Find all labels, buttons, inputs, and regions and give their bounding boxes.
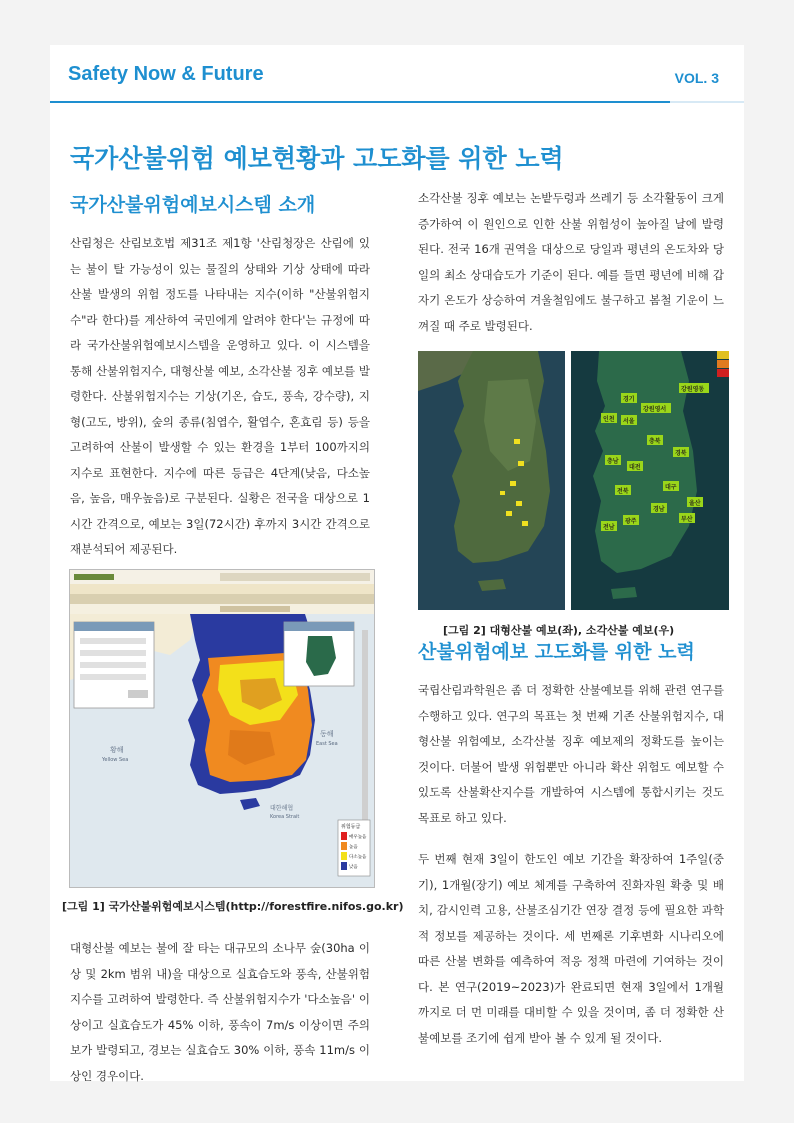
section-heading-system-intro: 국가산불위험예보시스템 소개	[70, 194, 316, 216]
region-label: 경남	[653, 506, 665, 513]
paragraph-advancement-goals: 국립산림과학원은 좀 더 정확한 산불예보를 위해 관련 연구를 수행하고 있다. 연구의 목표는 첫 번째 기존 산불위험지수, 대형산불 위험예보, 소각산불 징후 예보제의 정확도를 높이는 것이다. 더불어 발생 위험뿐만 아니라 확산 위험도 예보할 수 있도록 산불확산지수를 개발하여 시스템에 통합시키는 것도 목표로 하고 있다.	[418, 683, 724, 825]
sea-label-korea-strait-en: Korea Strait	[270, 814, 300, 820]
legend-swatch-low	[341, 862, 347, 870]
region-label: 강원영서	[643, 406, 667, 413]
large-fire-marker	[518, 461, 524, 466]
region-label: 대구	[665, 484, 677, 491]
figure-burning-forecast-map	[571, 351, 729, 610]
figure-forecast-system-screenshot	[69, 569, 375, 888]
figure-large-fire-forecast-map	[418, 351, 565, 610]
region-label: 전북	[617, 488, 629, 495]
region-label: 충북	[649, 438, 661, 445]
region-label: 광주	[625, 518, 637, 525]
region-label: 전남	[603, 524, 615, 531]
legend-label-high: 높음	[349, 845, 358, 850]
legend-label-low: 낮음	[349, 865, 358, 870]
figure1-caption: [그림 1] 국가산불위험예보시스템(http://forestfire.nifos.go.kr)	[62, 900, 404, 913]
legend-label-moderate: 다소높음	[349, 855, 367, 860]
page	[50, 45, 744, 1081]
article-title: 국가산불위험 예보현황과 고도화를 위한 노력	[70, 144, 564, 173]
paragraph-advancement-plans: 두 번째 현재 3일이 한도인 예보 기간을 확장하여 1주일(중기), 1개월(장기) 예보 체계를 구축하여 진화자원 확충 및 배치, 감시인력 고용, 산불조심기간 연장 결정 등에 필요한 과학적 정보를 제공하는 것이다. 세 번째론 기후변화 시나리오에 따른 산불 변화를 예측하여 적응 정책 마련에 기여하는 것이다. 본 연구(2019~2023)가 완료되면 현재 3일에서 1개월까지로 더 먼 미래를 대비할 수 있을 것이며, 좀 더 정확한 산불예보를 조기에 쉽게 받아 볼 수 있게 될 것이다.	[418, 852, 724, 1045]
region-label: 경북	[675, 450, 687, 457]
large-fire-marker	[514, 439, 520, 444]
risk-legend-title: 위험등급	[341, 824, 361, 830]
region-label: 부산	[681, 516, 693, 523]
legend-label-very-high: 매우높음	[349, 835, 367, 840]
status-swatch-warning	[717, 369, 729, 377]
header-divider-accent	[670, 101, 744, 103]
large-fire-marker	[506, 511, 512, 516]
paragraph-system-intro: 산림청은 산림보호법 제31조 제1항 '산림청장은 산림에 있는 불이 탈 가능성이 있는 물질의 상태와 기상 상태에 따라 산불 발생의 위험 정도를 나타내는 지수(이하 "산불위험지수"라 한다)를 계산하여 국민에게 알려야 한다'는 규정에 따라 국가산불위험예보시스템을 운영하고 있다. 이 시스템을 통해 산불위험지수, 대형산불 예보, 소각산불 징후 예보를 발령한다. 산불위험지수는 기상(기온, 습도, 풍속, 강수량), 지형(고도, 방위), 숲의 종류(침엽수, 활엽수, 혼효림 등) 등을 고려하여 산불이 발생할 수 있는 환경을 1부터 100까지의 지수로 표현한다. 지수에 따른 등급은 4단계(낮음, 다소높음, 높음, 매우높음)로 구분된다. 실황은 전국을 대상으로 1시간 간격으로, 예보는 3일(72시간) 후까지 3시간 간격으로 재분석되어 제공된다.	[70, 236, 370, 556]
paragraph-large-fire-forecast: 대형산불 예보는 불에 잘 타는 대규모의 소나무 숲(30ha 이상 및 2km 범위 내)을 대상으로 실효습도와 풍속, 산불위험지수를 고려하여 발령한다. 즉 산불위험지수가 '다소높음' 이상이고 실효습도가 45% 이하, 풍속이 7m/s 이상이면 주의보가 발령되고, 경보는 실효습도 30% 이하, 풍속 11m/s 이상인 경우이다.	[70, 941, 370, 1083]
header-divider	[50, 101, 744, 103]
large-fire-marker	[510, 481, 516, 486]
region-label: 충남	[607, 458, 619, 465]
large-fire-marker	[500, 491, 505, 495]
sea-label-yellow-sea-en: Yellow Sea	[102, 757, 129, 763]
region-label: 울산	[689, 500, 701, 507]
status-swatch-advisory	[717, 360, 729, 368]
section-heading-advancement: 산불위험예보 고도화를 위한 노력	[418, 641, 695, 663]
sea-label-yellow-sea-ko: 황해	[110, 746, 124, 754]
region-label: 강원영동	[681, 386, 705, 393]
newsletter-title: Safety Now & Future	[68, 63, 264, 85]
volume-label: VOL. 3	[674, 70, 719, 86]
status-swatch-burning-caution	[717, 351, 729, 359]
large-fire-marker	[522, 521, 528, 526]
region-label: 서울	[623, 418, 635, 425]
forecast-system-map	[70, 570, 374, 887]
figure2-caption: [그림 2] 대형산불 예보(좌), 소각산불 예보(우)	[443, 624, 675, 637]
region-label: 경기	[623, 396, 635, 403]
sea-label-korea-strait-ko: 대한해협	[270, 805, 294, 812]
legend-swatch-very-high	[341, 832, 347, 840]
region-label: 인천	[603, 416, 615, 423]
large-fire-marker	[516, 501, 522, 506]
sea-label-east-sea-en: East Sea	[316, 741, 338, 747]
region-label: 대전	[629, 464, 641, 471]
paragraph-burning-forecast: 소각산불 징후 예보는 논밭두렁과 쓰레기 등 소각활동이 크게 증가하여 이 원인으로 인한 산불 위험성이 높아질 날에 발령된다. 전국 16개 권역을 대상으로 당일과 평년의 온도차와 당일의 최소 상대습도가 기준이 된다. 예를 들면 평년에 비해 갑자기 온도가 상승하여 겨울철임에도 불구하고 봄철 기운이 느껴질 때 주로 발령된다.	[418, 191, 724, 333]
sea-label-east-sea-ko: 동해	[320, 730, 334, 738]
legend-swatch-high	[341, 842, 347, 850]
legend-swatch-moderate	[341, 852, 347, 860]
